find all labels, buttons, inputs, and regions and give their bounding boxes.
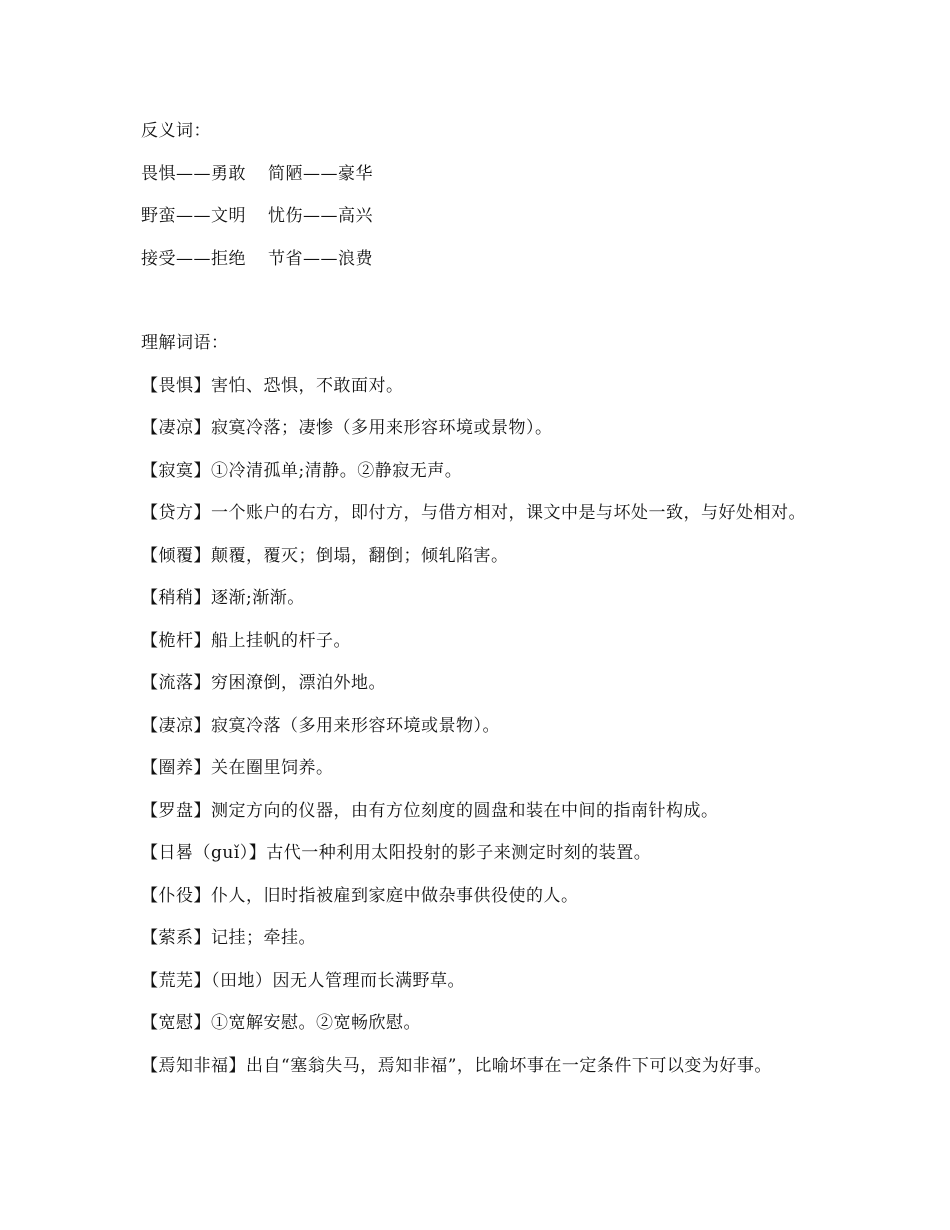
antonyms-section [141,110,831,280]
definition-entry [141,407,831,450]
antonym-pair: 节省——浪费 [268,248,373,269]
definition-meaning: 寂寞冷落；凄惨（多用来形容环境或景物）。 [211,418,553,438]
definition-meaning: 仆人，旧时指被雇到家庭中做杂事供役使的人。 [211,885,579,906]
definition-term: 【流落】 [141,673,211,693]
definition-term: 【萦系】 [141,928,211,948]
antonym-row [141,238,831,281]
antonym-pair: 畏惧——勇敢 [141,163,246,184]
definition-term: 【圈养】 [141,758,211,778]
definition-meaning: （田地）因无人管理而长满野草。 [211,970,465,991]
definition-meaning: 记挂；牵挂。 [211,928,316,948]
definition-meaning: 穷困潦倒，漂泊外地。 [211,673,386,693]
definition-entry [141,875,831,918]
antonym-row [141,195,831,238]
definition-entry [141,662,831,705]
definition-term: 【宽慰】 [141,1013,211,1033]
definition-entry [141,450,831,493]
definition-entry [141,577,831,620]
definition-meaning: 测定方向的仪器，由有方位刻度的圆盘和装在中间的指南针构成。 [211,800,719,821]
definition-term: 【日晷（guǐ）】 [141,843,267,863]
definition-entry [141,705,831,748]
antonym-pair: 野蛮——文明 [141,206,246,226]
definition-entry [141,790,831,833]
definition-meaning: 逐渐;渐渐。 [211,588,305,608]
definition-entry [141,1002,831,1045]
antonym-pair: 简陋——豪华 [268,163,373,184]
definition-meaning: 出自“塞翁失马，焉知非福”，比喻坏事在一定条件下可以变为好事。 [246,1055,772,1076]
antonym-pair: 接受——拒绝 [141,248,246,269]
definition-term: 【贷方】 [141,503,211,523]
definition-meaning: 一个账户的右方，即付方，与借方相对，课文中是与坏处一致，与好处相对。 [211,503,806,523]
definition-entry [141,917,831,960]
definitions-section [141,322,831,1087]
definition-meaning: 古代一种利用太阳投射的影子来测定时刻的装置。 [266,843,652,863]
definition-entry [141,492,831,535]
definition-term: 【畏惧】 [141,375,211,396]
definition-meaning: 关在圈里饲养。 [211,758,334,778]
antonyms-heading: 反义词： [141,121,211,141]
definition-meaning: 船上挂帆的杆子。 [211,630,351,651]
definition-meaning: 颠覆，覆灭；倒塌，翻倒；倾轧陷害。 [211,545,509,566]
definition-term: 【凄凉】 [141,715,211,736]
definition-term: 【桅杆】 [141,630,211,651]
definition-meaning: 害怕、恐惧，不敢面对。 [211,375,404,396]
antonym-pair: 忧伤——高兴 [268,206,373,226]
definition-entry [141,620,831,663]
definition-entry [141,747,831,790]
definition-term: 【稍稍】 [141,588,211,608]
definition-term: 【仆役】 [141,885,211,906]
definition-term: 【荒芜】 [141,970,211,991]
definition-meaning: ①冷清孤单;清静。②静寂无声。 [211,460,463,481]
definition-term: 【焉知非福】 [141,1055,246,1076]
antonym-row [141,153,831,196]
definition-term: 【罗盘】 [141,800,211,821]
definition-entry [141,960,831,1003]
definition-entry [141,535,831,578]
definition-entry [141,365,831,408]
definition-term: 【凄凉】 [141,418,211,438]
definition-meaning: ①宽解安慰。②宽畅欣慰。 [211,1013,421,1033]
definition-entry [141,1045,831,1088]
definition-meaning: 寂寞冷落（多用来形容环境或景物）。 [211,715,500,736]
definitions-heading: 理解词语： [141,333,229,353]
definition-term: 【寂寞】 [141,460,211,481]
definition-entry [141,832,831,875]
definition-term: 【倾覆】 [141,545,211,566]
